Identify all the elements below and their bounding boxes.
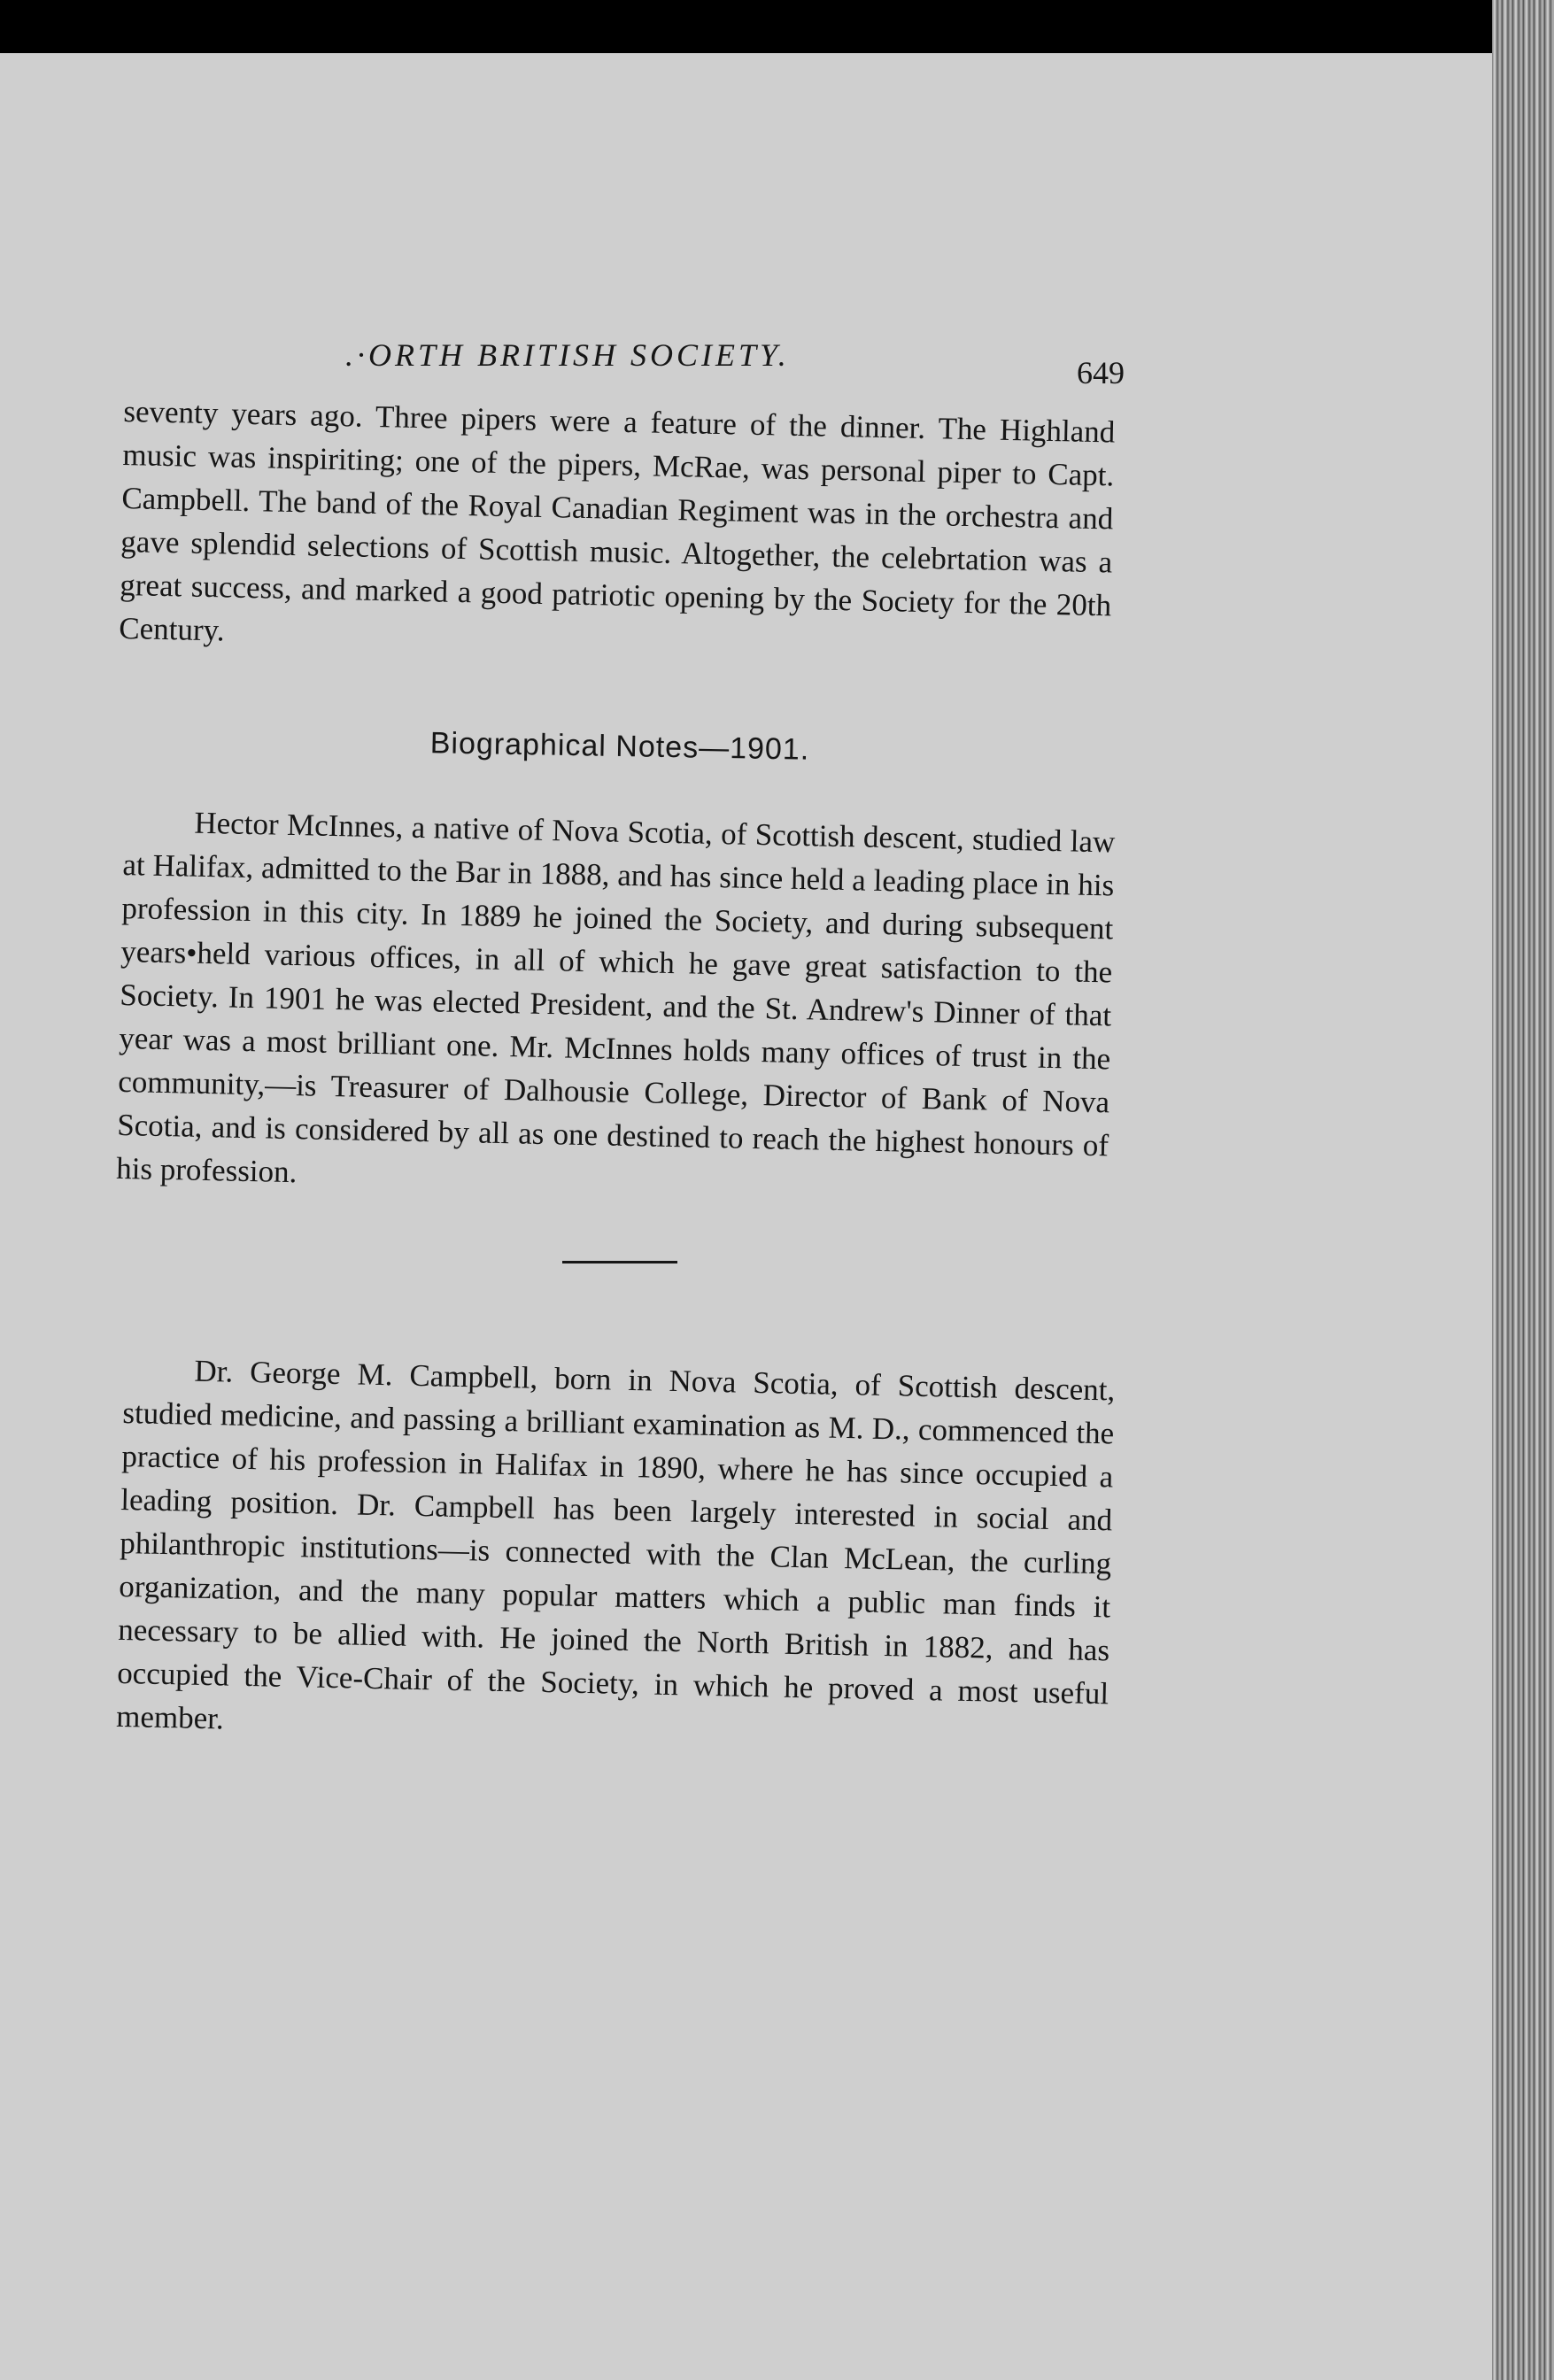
section-divider [562,1261,677,1263]
running-head-title: .·ORTH BRITISH SOCIETY. [345,337,790,373]
book-page [0,53,1505,2380]
page-content [115,301,1125,1738]
section-heading: Biographical Notes—1901. [429,726,810,767]
paragraph-campbell: Dr. George M. Campbell, born in Nova Scotia, of Scottish descent, studied medicine, and passing a brilliant examination as M. D., commenced the practice of his profession in Halifax in 1890, where he has since occupied a leading position. Dr. Campbell has been largely interested in social and philanthropic institutions—is connected with the Clan McLean, the curling organization, and the many popular matters which a public man finds it necessary to be allied with. He joined the North British in 1882, and has occupied the Vice-Chair of the Society, in which he proved a most useful member. [115,1353,1116,1736]
running-head [124,301,1125,390]
page-number: 649 [1077,355,1125,390]
paragraph-mcinnes: Hector McInnes, a native of Nova Scotia, of Scottish descent, studied law at Halifax, admitted to the Bar in 1888, and has since held a leading place in his profession in this city. In 1889 he joined the Society, and during subsequent years•held various offices, in all of which he gave great satisfaction to the Society. In 1901 he was elected President, and the St. Andrew's Dinner of that year was a most brilliant one. Mr. McInnes holds many offices of trust in the community,—is Treasurer of Dalhousie College, Director of Bank of Nova Scotia, and is considered by all as one destined to reach the highest honours of his profession. [115,805,1116,1190]
paragraph-intro: seventy years ago. Three pipers were a feature of the dinner. The Highland music was inspiriting; one of the pipers, McRae, was personal piper to Capt. Campbell. The band of the Royal Canadian Regiment was in the orchestra and gave splendid selections of Scottish music. Altogether, the celebrtation was a great success, and marked a good patriotic opening by the Society for the 20th Century. [118,393,1116,648]
book-binding-edge [1492,0,1554,2380]
